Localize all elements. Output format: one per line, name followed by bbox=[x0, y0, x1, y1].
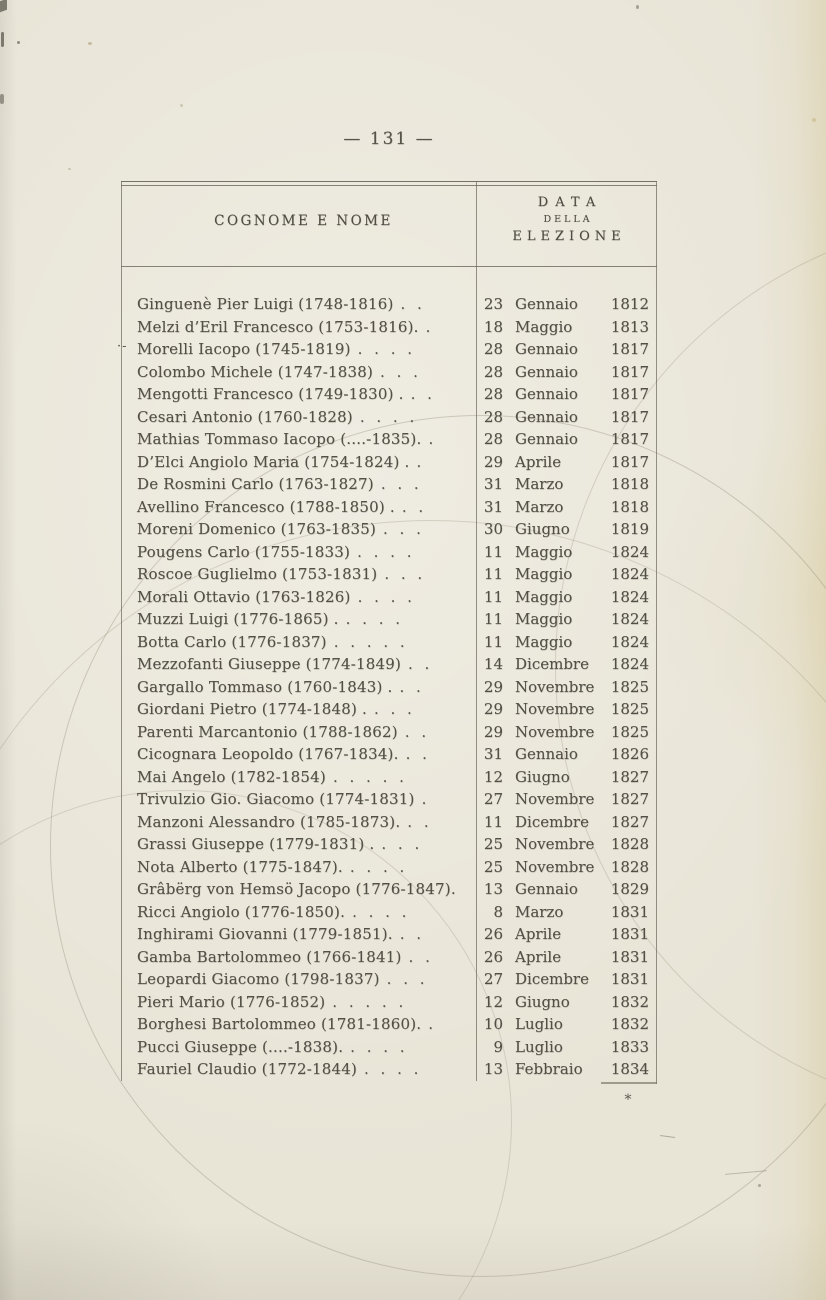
scan-edge-mark bbox=[0, 94, 4, 104]
election-year: 1818 bbox=[610, 475, 649, 493]
table-row bbox=[121, 946, 657, 969]
election-day: 27 bbox=[483, 790, 503, 808]
election-month: Novembre bbox=[515, 677, 595, 696]
row-name: Manzoni Alessandro (1785-1873). bbox=[137, 812, 401, 831]
leader-dots: . . . . bbox=[350, 1037, 405, 1056]
table-row bbox=[121, 631, 657, 654]
election-month: Giugno bbox=[515, 767, 570, 786]
election-year: 1817 bbox=[610, 407, 649, 426]
election-month: Gennaio bbox=[515, 407, 578, 426]
election-day: 18 bbox=[483, 317, 503, 336]
table-closing-rule bbox=[601, 1082, 657, 1084]
election-month: Maggio bbox=[515, 610, 573, 628]
paper-speck bbox=[180, 104, 183, 107]
election-year: 1824 bbox=[610, 587, 649, 606]
election-day: 11 bbox=[483, 587, 503, 606]
election-month: Luglio bbox=[515, 1015, 563, 1033]
election-day: 13 bbox=[483, 880, 503, 898]
election-day: 11 bbox=[483, 812, 503, 831]
election-month: Maggio bbox=[515, 565, 573, 583]
election-day: 10 bbox=[483, 1015, 503, 1033]
row-name: Inghirami Giovanni (1779-1851). bbox=[137, 925, 393, 943]
election-month: Gennaio bbox=[515, 745, 578, 763]
row-name: Muzzi Luigi (1776-1865) . bbox=[137, 610, 339, 628]
leader-dots: . bbox=[416, 452, 422, 471]
row-name: Botta Carlo (1776-1837) bbox=[137, 632, 327, 651]
leader-dots: . . bbox=[405, 745, 427, 763]
election-year: 1827 bbox=[610, 767, 649, 786]
row-name: Roscoe Guglielmo (1753-1831) bbox=[137, 565, 378, 583]
election-year: 1817 bbox=[610, 430, 649, 448]
footnote-asterisk: * bbox=[624, 1092, 632, 1108]
table-row bbox=[121, 293, 657, 316]
election-month: Novembre bbox=[515, 722, 595, 741]
table-row bbox=[121, 586, 657, 609]
header-data-line: DATA bbox=[537, 195, 603, 210]
leader-dots: . . . . bbox=[349, 857, 405, 876]
election-day: 9 bbox=[493, 1037, 503, 1056]
row-name: De Rosmini Carlo (1763-1827) bbox=[137, 475, 374, 493]
election-year: 1817 bbox=[610, 385, 649, 403]
leader-dots: . . . bbox=[373, 700, 412, 718]
election-day: 28 bbox=[483, 430, 503, 448]
leader-dots: . . . . . bbox=[333, 632, 405, 651]
table-row bbox=[121, 428, 657, 451]
paper-speck bbox=[812, 118, 816, 122]
election-table bbox=[121, 181, 657, 1081]
election-year: 1827 bbox=[610, 790, 649, 808]
election-month: Gennaio bbox=[515, 362, 578, 381]
table-row bbox=[121, 653, 657, 676]
table-row bbox=[121, 383, 657, 406]
election-day: 14 bbox=[483, 655, 503, 673]
election-year: 1828 bbox=[610, 857, 649, 876]
leader-dots: . . . . bbox=[345, 610, 401, 628]
election-year: 1831 bbox=[610, 947, 649, 966]
table-row bbox=[121, 698, 657, 721]
row-name: Gargallo Tommaso (1760-1843) . bbox=[137, 677, 393, 696]
row-name: Trivulzio Gio. Giacomo (1774-1831) bbox=[137, 790, 415, 808]
row-name: Cicognara Leopoldo (1767-1834). bbox=[137, 745, 399, 763]
election-year: 1818 bbox=[610, 497, 649, 516]
election-year: 1825 bbox=[610, 700, 649, 718]
leader-dots: . bbox=[428, 430, 434, 448]
table-row bbox=[121, 338, 657, 361]
election-month: Aprile bbox=[515, 947, 562, 966]
table-row bbox=[121, 563, 657, 586]
row-name: Avellino Francesco (1788-1850) . bbox=[137, 497, 395, 516]
election-month: Dicembre bbox=[515, 970, 589, 988]
leader-dots: . . . bbox=[386, 970, 425, 988]
leader-dots: . . bbox=[408, 947, 430, 966]
table-row bbox=[121, 1013, 657, 1036]
table-row bbox=[121, 361, 657, 384]
row-name: Parenti Marcantonio (1788-1862) bbox=[137, 722, 398, 741]
row-name: Mathias Tommaso Iacopo (....-1835). bbox=[137, 430, 422, 448]
row-name: Colombo Michele (1747-1838) bbox=[137, 362, 374, 381]
leader-dots: . . . bbox=[383, 520, 421, 538]
election-year: 1833 bbox=[610, 1037, 649, 1056]
election-month: Novembre bbox=[515, 857, 595, 876]
election-month: Aprile bbox=[515, 925, 562, 943]
row-name: Borghesi Bartolommeo (1781-1860). bbox=[137, 1015, 422, 1033]
table-row bbox=[121, 721, 657, 744]
election-month: Gennaio bbox=[515, 340, 578, 358]
leader-dots: . . bbox=[399, 925, 422, 943]
election-day: 23 bbox=[483, 295, 503, 313]
election-month: Dicembre bbox=[515, 812, 589, 831]
pencil-scratch bbox=[725, 1170, 767, 1175]
election-day: 11 bbox=[483, 632, 503, 651]
election-year: 1812 bbox=[610, 295, 649, 313]
table-row bbox=[121, 1058, 657, 1081]
row-name: Mai Angelo (1782-1854) bbox=[137, 767, 326, 786]
column-header-name: COGNOME E NOME bbox=[214, 213, 393, 229]
election-month: Gennaio bbox=[515, 295, 578, 313]
leader-dots: . . . . bbox=[352, 902, 407, 921]
row-name: Pougens Carlo (1755-1833) bbox=[137, 542, 351, 561]
table-top-rule-second bbox=[121, 185, 657, 186]
election-month: Gennaio bbox=[515, 430, 578, 448]
election-month: Marzo bbox=[515, 475, 564, 493]
election-day: 8 bbox=[493, 902, 503, 921]
table-row bbox=[121, 968, 657, 991]
election-year: 1825 bbox=[610, 677, 649, 696]
table-row bbox=[121, 743, 657, 766]
row-name: Pucci Giuseppe (....-1838). bbox=[137, 1037, 344, 1056]
table-row bbox=[121, 878, 657, 901]
election-month: Giugno bbox=[515, 520, 570, 538]
election-year: 1832 bbox=[610, 1015, 649, 1033]
table-row bbox=[121, 541, 657, 564]
leader-dots: . . . bbox=[384, 565, 423, 583]
election-day: 13 bbox=[483, 1060, 503, 1078]
table-top-rule bbox=[121, 181, 657, 182]
paper-speck bbox=[636, 5, 639, 9]
election-day: 28 bbox=[483, 362, 503, 381]
election-month: Gennaio bbox=[515, 880, 578, 898]
leader-dots: . . . . . bbox=[332, 767, 404, 786]
table-row bbox=[121, 991, 657, 1014]
leader-dots: . . . . bbox=[357, 587, 412, 606]
election-day: 31 bbox=[483, 475, 503, 493]
election-day: 11 bbox=[483, 542, 503, 561]
leader-dots: . . bbox=[408, 655, 430, 673]
table-row bbox=[121, 766, 657, 789]
election-year: 1827 bbox=[610, 812, 649, 831]
election-year: 1824 bbox=[610, 610, 649, 628]
leader-dots: . bbox=[428, 1015, 434, 1033]
election-month: Novembre bbox=[515, 790, 595, 808]
row-name: Moreni Domenico (1763-1835) bbox=[137, 520, 376, 538]
table-row bbox=[121, 811, 657, 834]
table-row bbox=[121, 518, 657, 541]
election-month: Giugno bbox=[515, 992, 570, 1011]
election-day: 30 bbox=[483, 520, 503, 538]
paper-speck bbox=[68, 168, 71, 170]
header-separator-rule bbox=[121, 266, 657, 267]
leader-dots: . . . . . bbox=[332, 992, 404, 1011]
row-name: D’Elci Angiolo Maria (1754-1824) . bbox=[137, 452, 410, 471]
leader-dots: . . . . bbox=[357, 542, 412, 561]
election-year: 1824 bbox=[610, 542, 649, 561]
election-month: Marzo bbox=[515, 497, 564, 516]
election-day: 27 bbox=[483, 970, 503, 988]
row-name: Morelli Iacopo (1745-1819) bbox=[137, 340, 351, 358]
column-header-election-date bbox=[476, 194, 657, 246]
election-year: 1834 bbox=[610, 1060, 649, 1078]
election-month: Marzo bbox=[515, 902, 564, 921]
row-name: Leopardi Giacomo (1798-1837) bbox=[137, 970, 380, 988]
row-name: Mengotti Francesco (1749-1830) . bbox=[137, 385, 404, 403]
pencil-scratch bbox=[660, 1135, 675, 1138]
election-year: 1825 bbox=[610, 722, 649, 741]
table-row bbox=[121, 451, 657, 474]
election-year: 1831 bbox=[610, 902, 649, 921]
election-day: 29 bbox=[483, 677, 503, 696]
table-row bbox=[121, 406, 657, 429]
election-month: Luglio bbox=[515, 1037, 563, 1056]
election-year: 1817 bbox=[610, 362, 649, 381]
election-month: Gennaio bbox=[515, 385, 578, 403]
header-della-line: DELLA bbox=[543, 214, 593, 225]
paper-speck bbox=[758, 1184, 761, 1187]
election-year: 1832 bbox=[610, 992, 649, 1011]
table-row bbox=[121, 923, 657, 946]
election-month: Maggio bbox=[515, 587, 573, 606]
election-year: 1826 bbox=[610, 745, 649, 763]
election-month: Aprile bbox=[515, 452, 562, 471]
leader-dots: . . . . bbox=[364, 1060, 419, 1078]
page-number: — 131 — bbox=[343, 129, 435, 149]
election-year: 1824 bbox=[610, 565, 649, 583]
table-row bbox=[121, 676, 657, 699]
row-name: Grassi Giuseppe (1779-1831) . bbox=[137, 835, 375, 853]
election-year: 1817 bbox=[610, 452, 649, 471]
table-row bbox=[121, 833, 657, 856]
row-name: Gamba Bartolommeo (1766-1841) bbox=[137, 947, 402, 966]
table-rows bbox=[121, 293, 657, 1081]
election-day: 26 bbox=[483, 925, 503, 943]
table-row bbox=[121, 316, 657, 339]
leader-dots: . . bbox=[399, 677, 421, 696]
leader-dots: . . bbox=[407, 812, 429, 831]
paper-speck bbox=[17, 41, 20, 44]
election-month: Novembre bbox=[515, 835, 595, 853]
table-row bbox=[121, 496, 657, 519]
scan-edge-mark bbox=[0, 0, 7, 12]
row-name: Grâbërg von Hemsö Jacopo (1776-1847). bbox=[137, 880, 456, 898]
election-day: 29 bbox=[483, 700, 503, 718]
election-year: 1828 bbox=[610, 835, 649, 853]
election-day: 12 bbox=[483, 767, 503, 786]
election-day: 11 bbox=[483, 610, 503, 628]
election-year: 1813 bbox=[610, 317, 649, 336]
election-day: 28 bbox=[483, 385, 503, 403]
election-day: 29 bbox=[483, 452, 503, 471]
leader-dots: . bbox=[421, 790, 427, 808]
table-row bbox=[121, 473, 657, 496]
election-year: 1824 bbox=[610, 632, 649, 651]
election-year: 1829 bbox=[610, 880, 649, 898]
table-row bbox=[121, 608, 657, 631]
election-month: Maggio bbox=[515, 317, 573, 336]
leader-dots: . . . bbox=[381, 835, 420, 853]
election-year: 1819 bbox=[610, 520, 649, 538]
leader-dots: . . bbox=[401, 497, 424, 516]
election-day: 29 bbox=[483, 722, 503, 741]
row-name: Giordani Pietro (1774-1848) . bbox=[137, 700, 367, 718]
row-name: Ricci Angiolo (1776-1850). bbox=[137, 902, 346, 921]
row-name: Ginguenè Pier Luigi (1748-1816) bbox=[137, 295, 394, 313]
row-name: Morali Ottavio (1763-1826) bbox=[137, 587, 351, 606]
election-year: 1817 bbox=[610, 340, 649, 358]
leader-dots: . . . bbox=[380, 362, 418, 381]
election-year: 1831 bbox=[610, 925, 649, 943]
election-day: 31 bbox=[483, 745, 503, 763]
election-month: Novembre bbox=[515, 700, 595, 718]
row-name: Pieri Mario (1776-1852) bbox=[137, 992, 326, 1011]
row-name: Melzi d’Eril Francesco (1753-1816). bbox=[137, 317, 419, 336]
table-row bbox=[121, 1036, 657, 1059]
table-row bbox=[121, 856, 657, 879]
election-month: Febbraio bbox=[515, 1060, 583, 1078]
leader-dots: . . . bbox=[380, 475, 419, 493]
election-month: Maggio bbox=[515, 542, 573, 561]
table-row bbox=[121, 788, 657, 811]
election-day: 25 bbox=[483, 857, 503, 876]
election-year: 1831 bbox=[610, 970, 649, 988]
leader-dots: . . bbox=[404, 722, 427, 741]
election-day: 11 bbox=[483, 565, 503, 583]
election-day: 31 bbox=[483, 497, 503, 516]
leader-dots: . . bbox=[400, 295, 422, 313]
row-name: Nota Alberto (1775-1847). bbox=[137, 857, 343, 876]
election-day: 28 bbox=[483, 407, 503, 426]
leader-dots: . . . . bbox=[357, 340, 413, 358]
leader-dots: . bbox=[425, 317, 431, 336]
margin-annotation-mark: ·- bbox=[117, 339, 128, 354]
scan-edge-mark bbox=[1, 32, 4, 47]
leader-dots: . . . . bbox=[359, 407, 415, 426]
leader-dots: . . bbox=[410, 385, 432, 403]
paper-speck bbox=[88, 42, 92, 45]
election-day: 12 bbox=[483, 992, 503, 1011]
row-name: Mezzofanti Giuseppe (1774-1849) bbox=[137, 655, 402, 673]
header-elezione-line: ELEZIONE bbox=[512, 229, 626, 244]
election-day: 28 bbox=[483, 340, 503, 358]
row-name: Cesari Antonio (1760-1828) bbox=[137, 407, 353, 426]
election-day: 26 bbox=[483, 947, 503, 966]
election-year: 1824 bbox=[610, 655, 649, 673]
table-row bbox=[121, 901, 657, 924]
election-month: Dicembre bbox=[515, 655, 589, 673]
row-name: Fauriel Claudio (1772-1844) bbox=[137, 1060, 357, 1078]
election-day: 25 bbox=[483, 835, 503, 853]
election-month: Maggio bbox=[515, 632, 573, 651]
